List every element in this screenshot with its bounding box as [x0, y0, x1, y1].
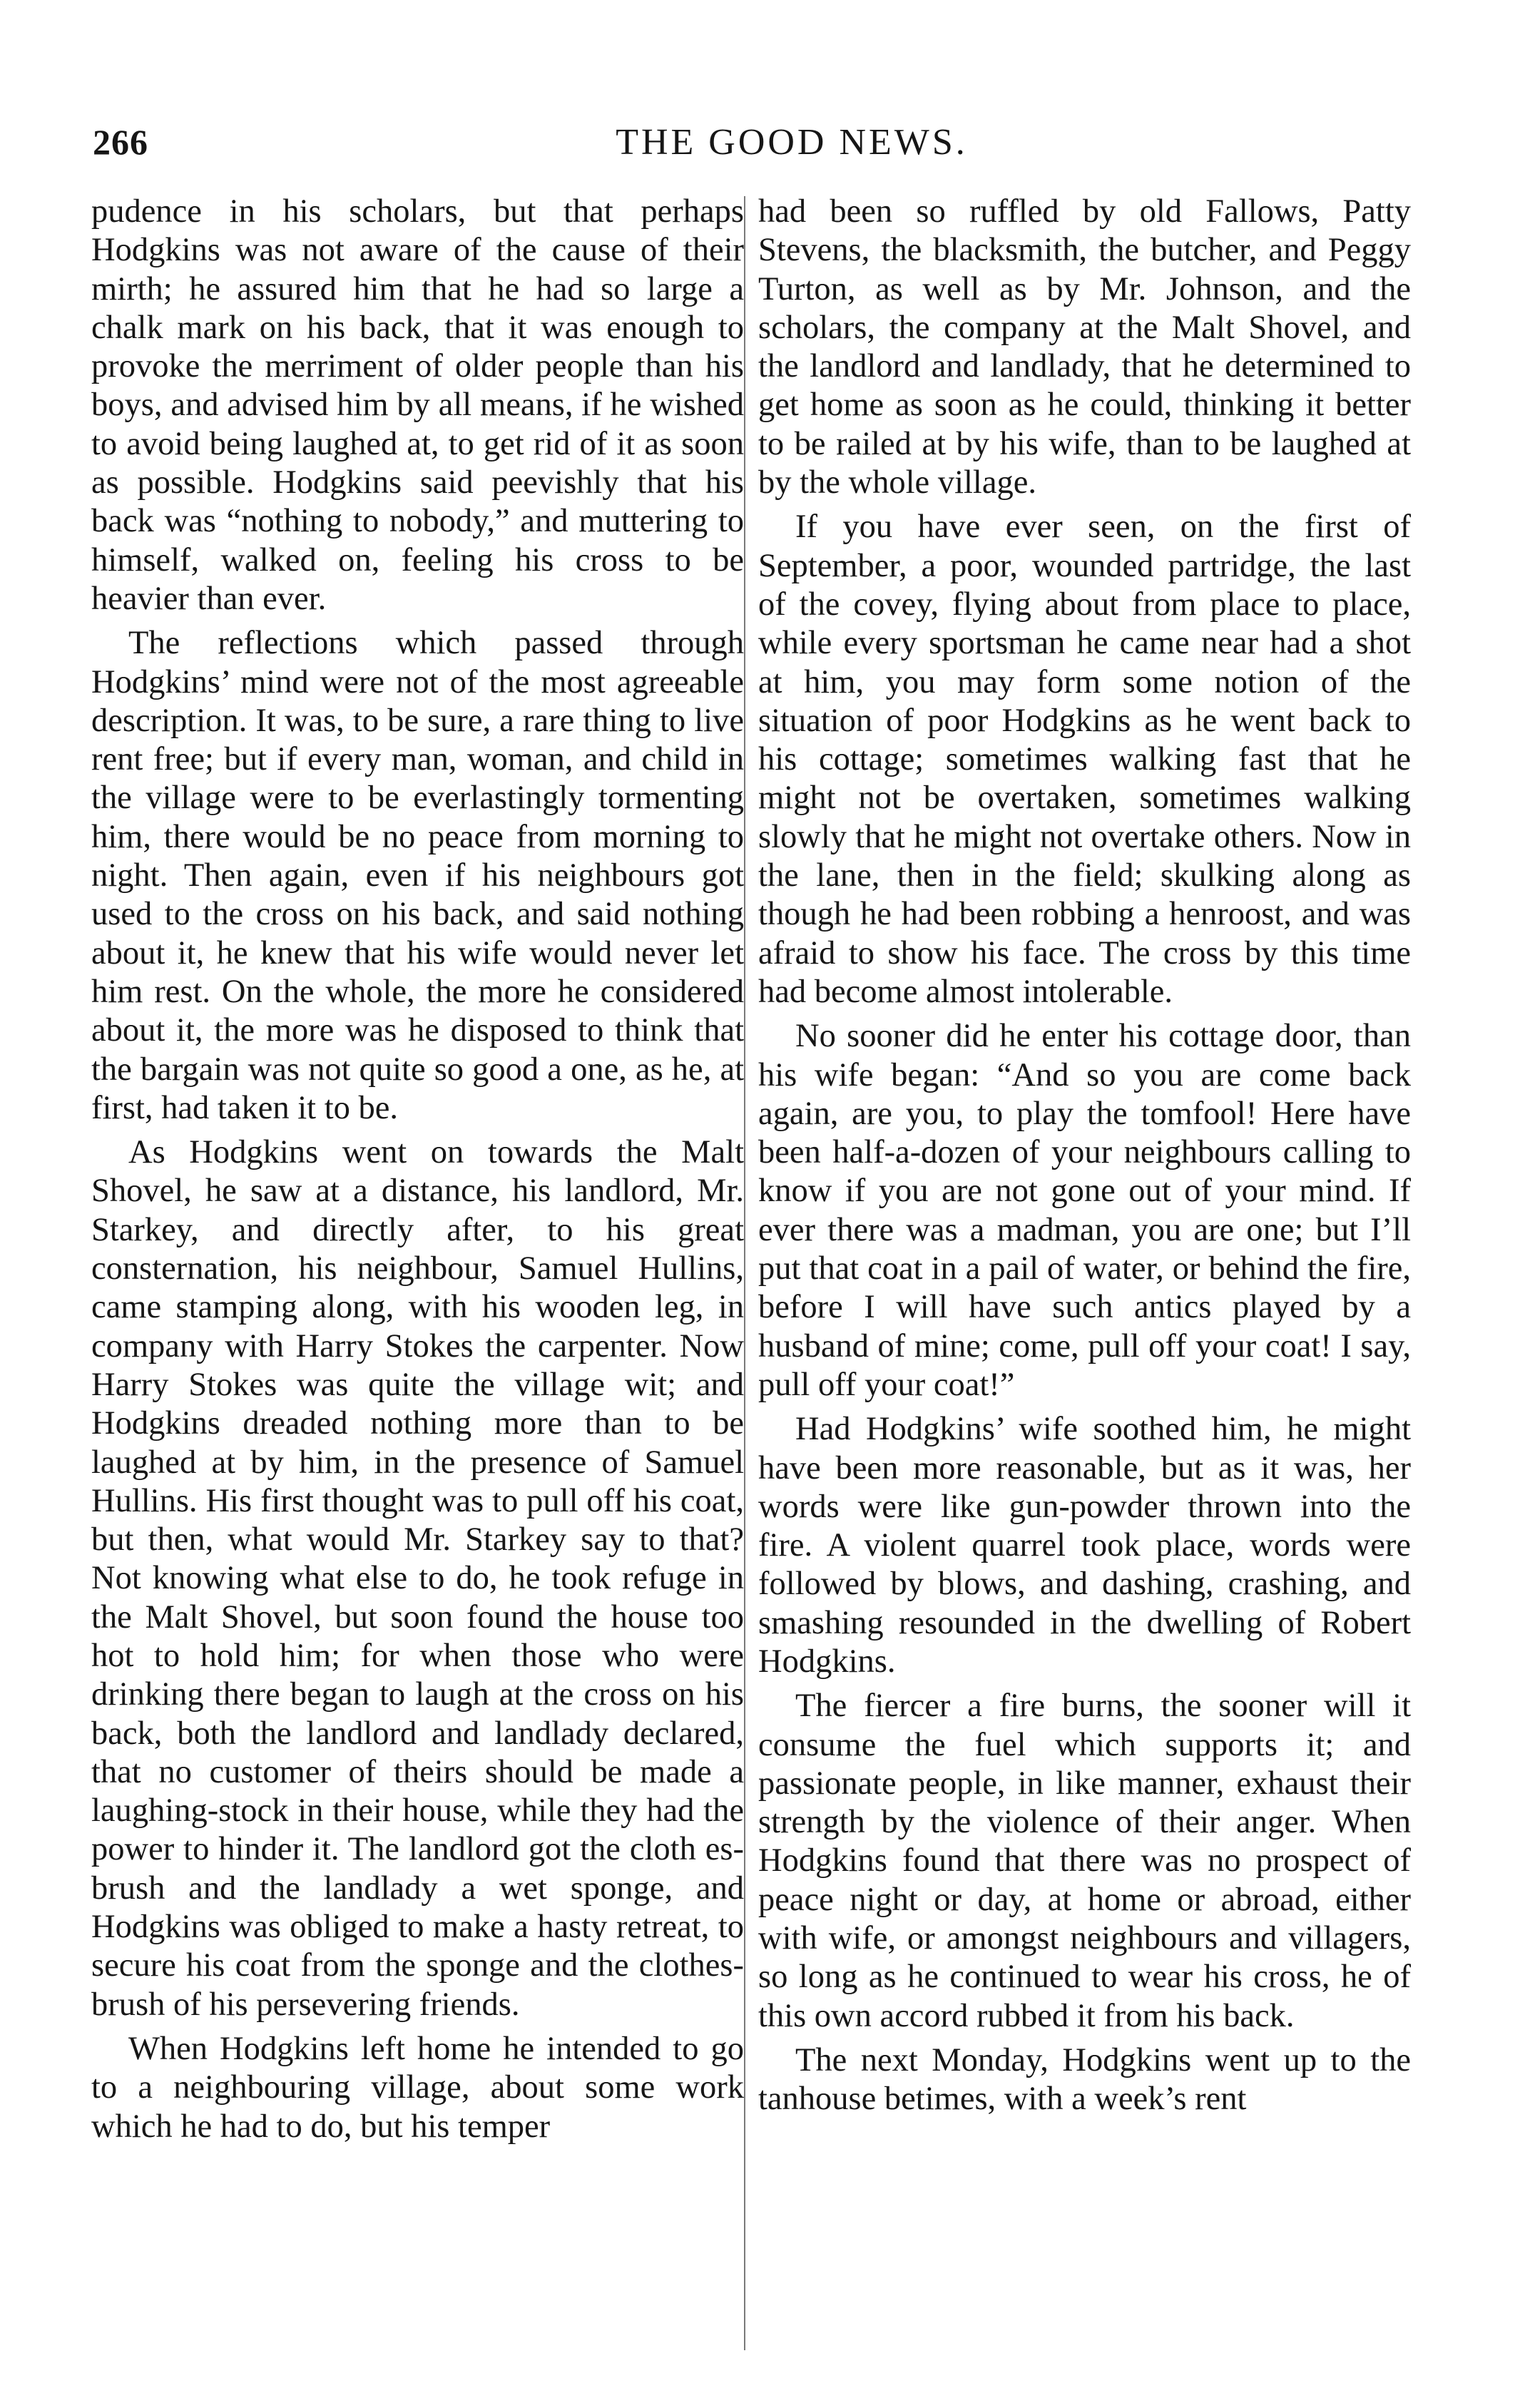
right-paragraph-4: Had Hodgkins’ wife soothed him, he might have been more reasonable, but as it was, her words were like gun-powder thrown into the fire. A violent quarrel took place, words were followed by blows, and dashing, crashing, and smashing resounded in the dwelling of Robert Hodgkins.	[758, 1411, 1411, 1680]
left-paragraph-4: When Hodgkins left home he intended to go to a neighbouring village, about some work which he had to do, but his temper	[91, 2030, 744, 2145]
running-title: THE GOOD NEWS.	[616, 122, 968, 163]
right-paragraph-2: If you have ever seen, on the first of September, a poor, wounded partridge, the last of the covey, flying about from place to place, while every sportsman he came near had a shot at him, you may form some notion of the situation of poor Hodgkins as he went back to his cottage; sometimes walking fast that he might not be overtaken, sometimes walking slowly that he might not overtake others. Now in the lane, then in the field; skulking along as though he had been robbing a henroost, and was afraid to show his face. The cross by this time had become almost intolerable.	[758, 509, 1411, 1010]
right-paragraph-5: The fiercer a fire burns, the sooner will it consume the fuel which supports it; and passionate people, in like manner, exhaust their strength by the violence of their anger. When Hodgkins found that there was no prospect of peace night or day, at home or abroad, either with wife, or amongst neighbours and villagers, so long as he continued to wear his cross, he of this own accord rubbed it from his back.	[758, 1688, 1411, 2034]
left-paragraph-1: pudence in his scholars, but that perhaps Hodgkins was not aware of the cause of their mirth; he assured him that he had so large a chalk mark on his back, that it was enough to provoke the merriment of older people than his boys, and advised him by all means, if he wished to avoid being laughed at, to get rid of it as soon as possible. Hodgkins said peevishly that his back was “nothing to nobody,” and muttering to himself, walked on, feeling his cross to be heavier than ever.	[91, 193, 744, 617]
left-column	[91, 193, 744, 2152]
page-header	[93, 121, 1462, 171]
page-number: 266	[93, 122, 148, 162]
right-column	[758, 193, 1411, 2125]
right-paragraph-6: The next Monday, Hodgkins went up to the tanhouse betimes, with a week’s rent	[758, 2041, 1411, 2118]
column-divider	[744, 196, 745, 2350]
left-paragraph-3: As Hodgkins went on towards the Malt Shovel, he saw at a distance, his landlord, Mr. Starkey, and directly after, to his great consternation, his neighbour, Samuel Hullins, came stamping along, with his wooden leg, in company with Harry Stokes the carpenter. Now Harry Stokes was quite the village wit; and Hodgkins dreaded nothing more than to be laughed at by him, in the presence of Samuel Hullins. His first thought was to pull off his coat, but then, what would Mr. Starkey say to that? Not knowing what else to do, he took refuge in the Malt Shovel, but soon found the house too hot to hold him; for when those who were drinking there began to laugh at the cross on his back, both the landlord and landlady declared, that no customer of theirs should be made a laughing-stock in their house, while they had the power to hinder it. The landlord got the cloth es-brush and the landlady a wet sponge, and Hodgkins was obliged to make a hasty retreat, to secure his coat from the sponge and the clothes-brush of his persevering friends.	[91, 1134, 744, 2023]
right-paragraph-3: No sooner did he enter his cottage door, than his wife began: “And so you are come back again, are you, to play the tomfool! Here have been half-a-dozen of your neighbours calling to know if you are not gone out of your mind. If ever there was a madman, you are one; but I’ll put that coat in a pail of water, or behind the fire, before I will have such antics played by a husband of mine; come, pull off your coat! I say, pull off your coat!”	[758, 1018, 1411, 1403]
right-paragraph-1: had been so ruffled by old Fallows, Patty Stevens, the blacksmith, the butcher, and Peggy Turton, as well as by Mr. Johnson, and the scholars, the company at the Malt Shovel, and the landlord and landlady, that he determined to get home as soon as he could, thinking it better to be railed at by his wife, than to be laughed at by the whole village.	[758, 193, 1411, 501]
left-paragraph-2: The reflections which passed through Hodgkins’ mind were not of the most agreeable description. It was, to be sure, a rare thing to live rent free; but if every man, woman, and child in the village were to be everlastingly tormenting him, there would be no peace from morning to night. Then again, even if his neighbours got used to the cross on his back, and said nothing about it, he knew that his wife would never let him rest. On the whole, the more he considered about it, the more was he disposed to think that the bargain was not quite so good a one, as he, at first, had taken it to be.	[91, 625, 744, 1126]
